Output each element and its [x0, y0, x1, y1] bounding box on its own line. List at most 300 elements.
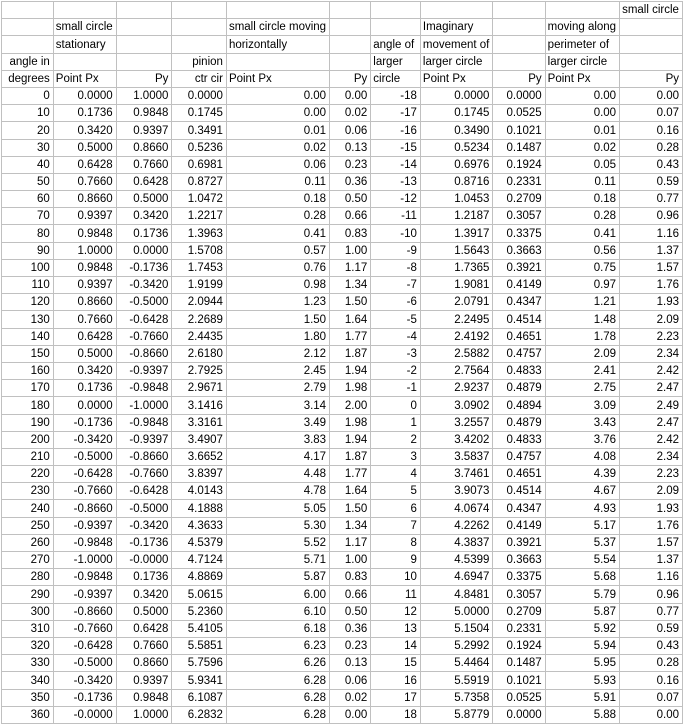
table-cell[interactable]: 5.30: [226, 517, 329, 534]
table-cell[interactable]: 4.17: [226, 448, 329, 465]
table-cell[interactable]: 0.1021: [493, 122, 545, 139]
table-cell[interactable]: 1.50: [330, 294, 371, 311]
table-cell[interactable]: 330: [2, 655, 54, 672]
table-cell[interactable]: 0.6981: [172, 156, 227, 173]
table-cell[interactable]: -0.9848: [53, 534, 116, 551]
table-cell[interactable]: 1.37: [620, 242, 683, 259]
table-cell[interactable]: -0.3420: [53, 672, 116, 689]
table-cell[interactable]: 340: [2, 672, 54, 689]
table-cell[interactable]: -0.5000: [53, 448, 116, 465]
table-cell[interactable]: -0.9848: [116, 414, 172, 431]
table-cell[interactable]: 1.16: [620, 225, 683, 242]
table-cell[interactable]: 12: [371, 603, 421, 620]
table-cell[interactable]: 0.36: [330, 620, 371, 637]
table-cell[interactable]: 0.9848: [116, 105, 172, 122]
table-cell[interactable]: -0.5000: [53, 655, 116, 672]
table-cell[interactable]: 80: [2, 225, 54, 242]
table-cell[interactable]: 0.97: [545, 277, 619, 294]
table-cell[interactable]: 2.45: [226, 362, 329, 379]
table-cell[interactable]: 0.00: [330, 706, 371, 723]
table-cell[interactable]: 0.6428: [53, 328, 116, 345]
table-cell[interactable]: 1.34: [330, 277, 371, 294]
table-cell[interactable]: 1.64: [330, 483, 371, 500]
table-cell[interactable]: 0.28: [226, 208, 329, 225]
table-cell[interactable]: 0.11: [226, 173, 329, 190]
table-cell[interactable]: 1.57: [620, 259, 683, 276]
table-cell[interactable]: 16: [371, 672, 421, 689]
table-cell[interactable]: 1.3917: [420, 225, 492, 242]
table-cell[interactable]: 3.76: [545, 431, 619, 448]
table-cell[interactable]: 0.8660: [53, 191, 116, 208]
header-cell[interactable]: [53, 2, 116, 19]
table-cell[interactable]: 5.2992: [420, 637, 492, 654]
table-cell[interactable]: 120: [2, 294, 54, 311]
table-cell[interactable]: 0.9397: [116, 122, 172, 139]
table-cell[interactable]: 0.4879: [493, 414, 545, 431]
table-cell[interactable]: -18: [371, 87, 421, 104]
table-cell[interactable]: 0.6428: [53, 156, 116, 173]
table-cell[interactable]: 0.3375: [493, 225, 545, 242]
table-cell[interactable]: 6.00: [226, 586, 329, 603]
header-cell[interactable]: Imaginary: [420, 19, 492, 36]
table-cell[interactable]: 1.50: [226, 311, 329, 328]
table-cell[interactable]: -6: [371, 294, 421, 311]
table-cell[interactable]: 5.5851: [172, 637, 227, 654]
table-cell[interactable]: 2.5882: [420, 345, 492, 362]
table-cell[interactable]: 1.94: [330, 431, 371, 448]
table-cell[interactable]: 0.3420: [53, 122, 116, 139]
table-cell[interactable]: -0.9397: [53, 586, 116, 603]
header-cell[interactable]: Py: [620, 70, 683, 87]
table-cell[interactable]: 0.9397: [53, 277, 116, 294]
table-cell[interactable]: 1.57: [620, 534, 683, 551]
table-cell[interactable]: 0.3663: [493, 242, 545, 259]
table-cell[interactable]: 0.36: [330, 173, 371, 190]
table-cell[interactable]: 5.87: [545, 603, 619, 620]
table-cell[interactable]: -10: [371, 225, 421, 242]
table-cell[interactable]: 2.09: [620, 483, 683, 500]
header-cell[interactable]: [116, 36, 172, 53]
header-cell[interactable]: [116, 19, 172, 36]
header-cell[interactable]: [116, 2, 172, 19]
table-cell[interactable]: 3.1416: [172, 397, 227, 414]
table-cell[interactable]: 4.2262: [420, 517, 492, 534]
table-cell[interactable]: 0.3420: [116, 586, 172, 603]
table-cell[interactable]: 1.16: [620, 569, 683, 586]
header-cell[interactable]: [620, 19, 683, 36]
table-cell[interactable]: 0.4651: [493, 466, 545, 483]
table-cell[interactable]: 60: [2, 191, 54, 208]
table-cell[interactable]: 70: [2, 208, 54, 225]
header-cell[interactable]: angle of: [371, 36, 421, 53]
table-cell[interactable]: -0.8660: [116, 448, 172, 465]
table-cell[interactable]: -17: [371, 105, 421, 122]
table-cell[interactable]: 0.4149: [493, 277, 545, 294]
table-cell[interactable]: 3.49: [226, 414, 329, 431]
table-cell[interactable]: 1.93: [620, 294, 683, 311]
table-cell[interactable]: 4.93: [545, 500, 619, 517]
header-cell[interactable]: larger: [371, 53, 421, 70]
header-cell[interactable]: ctr cir: [172, 70, 227, 87]
table-cell[interactable]: 290: [2, 586, 54, 603]
table-cell[interactable]: 0.02: [330, 105, 371, 122]
table-cell[interactable]: 1.5643: [420, 242, 492, 259]
header-cell[interactable]: [620, 36, 683, 53]
table-cell[interactable]: 0.7660: [116, 637, 172, 654]
table-cell[interactable]: 5.88: [545, 706, 619, 723]
table-cell[interactable]: 3.14: [226, 397, 329, 414]
header-cell[interactable]: angle in: [2, 53, 54, 70]
table-cell[interactable]: -14: [371, 156, 421, 173]
table-cell[interactable]: 0.9848: [53, 225, 116, 242]
table-cell[interactable]: -0.0000: [116, 552, 172, 569]
table-cell[interactable]: 180: [2, 397, 54, 414]
header-cell[interactable]: Point Px: [545, 70, 619, 87]
header-cell[interactable]: [493, 2, 545, 19]
table-cell[interactable]: -8: [371, 259, 421, 276]
table-cell[interactable]: 4.08: [545, 448, 619, 465]
table-cell[interactable]: 0: [371, 397, 421, 414]
header-cell[interactable]: perimeter of: [545, 36, 619, 53]
table-cell[interactable]: -0.8660: [116, 345, 172, 362]
table-cell[interactable]: 1.17: [330, 534, 371, 551]
table-cell[interactable]: 3.5837: [420, 448, 492, 465]
table-cell[interactable]: 0.7660: [53, 311, 116, 328]
table-cell[interactable]: 1: [371, 414, 421, 431]
table-cell[interactable]: 0.18: [545, 191, 619, 208]
header-cell[interactable]: small circle moving: [226, 19, 329, 36]
table-cell[interactable]: -15: [371, 139, 421, 156]
table-cell[interactable]: 0.6428: [116, 620, 172, 637]
table-cell[interactable]: 0.2709: [493, 603, 545, 620]
table-cell[interactable]: 1.0472: [172, 191, 227, 208]
table-cell[interactable]: 0.16: [620, 672, 683, 689]
table-cell[interactable]: 0.7660: [116, 156, 172, 173]
table-cell[interactable]: 5.9341: [172, 672, 227, 689]
table-cell[interactable]: 4.3633: [172, 517, 227, 534]
table-cell[interactable]: 0.77: [620, 191, 683, 208]
table-cell[interactable]: -0.6428: [116, 483, 172, 500]
table-cell[interactable]: 1.94: [330, 362, 371, 379]
table-cell[interactable]: 5.91: [545, 689, 619, 706]
header-cell[interactable]: [116, 53, 172, 70]
table-cell[interactable]: 2.12: [226, 345, 329, 362]
table-cell[interactable]: 2.00: [330, 397, 371, 414]
table-cell[interactable]: 0.0000: [493, 87, 545, 104]
header-cell[interactable]: [330, 2, 371, 19]
table-cell[interactable]: 5.0000: [420, 603, 492, 620]
table-cell[interactable]: 5.95: [545, 655, 619, 672]
table-cell[interactable]: 3.4202: [420, 431, 492, 448]
table-cell[interactable]: 0.1487: [493, 655, 545, 672]
table-cell[interactable]: 0.6976: [420, 156, 492, 173]
table-cell[interactable]: -11: [371, 208, 421, 225]
table-cell[interactable]: 3.09: [545, 397, 619, 414]
table-cell[interactable]: 0.2709: [493, 191, 545, 208]
table-cell[interactable]: 1.00: [330, 552, 371, 569]
table-cell[interactable]: 350: [2, 689, 54, 706]
table-cell[interactable]: 0.16: [620, 122, 683, 139]
header-cell[interactable]: [226, 2, 329, 19]
header-cell[interactable]: larger circle: [545, 53, 619, 70]
table-cell[interactable]: 2.09: [545, 345, 619, 362]
table-cell[interactable]: 1.64: [330, 311, 371, 328]
table-cell[interactable]: -5: [371, 311, 421, 328]
table-cell[interactable]: 5.52: [226, 534, 329, 551]
table-cell[interactable]: 0.57: [226, 242, 329, 259]
table-cell[interactable]: 0: [2, 87, 54, 104]
table-cell[interactable]: 5.2360: [172, 603, 227, 620]
header-cell[interactable]: stationary: [53, 36, 116, 53]
table-cell[interactable]: 6.26: [226, 655, 329, 672]
table-cell[interactable]: 2.9671: [172, 380, 227, 397]
table-cell[interactable]: 0.1745: [172, 105, 227, 122]
table-cell[interactable]: -0.3420: [53, 431, 116, 448]
table-cell[interactable]: 0.4347: [493, 294, 545, 311]
table-cell[interactable]: 1.80: [226, 328, 329, 345]
table-cell[interactable]: 5.94: [545, 637, 619, 654]
table-cell[interactable]: -0.5000: [116, 500, 172, 517]
table-cell[interactable]: 9: [371, 552, 421, 569]
table-cell[interactable]: 0.9397: [53, 208, 116, 225]
table-cell[interactable]: 4.48: [226, 466, 329, 483]
table-cell[interactable]: 0.1736: [116, 569, 172, 586]
table-cell[interactable]: 1.76: [620, 517, 683, 534]
table-cell[interactable]: -0.9397: [116, 362, 172, 379]
table-cell[interactable]: 0.0525: [493, 689, 545, 706]
header-cell[interactable]: horizontally: [226, 36, 329, 53]
table-cell[interactable]: 0.01: [226, 122, 329, 139]
header-cell[interactable]: movement of: [420, 36, 492, 53]
table-cell[interactable]: 220: [2, 466, 54, 483]
table-cell[interactable]: 0.00: [545, 105, 619, 122]
table-cell[interactable]: 13: [371, 620, 421, 637]
table-cell[interactable]: 0.83: [330, 225, 371, 242]
table-cell[interactable]: 0.5000: [116, 191, 172, 208]
table-cell[interactable]: 1.0453: [420, 191, 492, 208]
table-cell[interactable]: 5.0615: [172, 586, 227, 603]
table-cell[interactable]: 2.9237: [420, 380, 492, 397]
table-cell[interactable]: 0.4833: [493, 431, 545, 448]
table-cell[interactable]: 1.50: [330, 500, 371, 517]
table-cell[interactable]: 0.06: [330, 122, 371, 139]
table-cell[interactable]: 130: [2, 311, 54, 328]
table-cell[interactable]: 3.8397: [172, 466, 227, 483]
table-cell[interactable]: 0.9397: [116, 672, 172, 689]
header-cell[interactable]: Point Px: [53, 70, 116, 87]
header-cell[interactable]: [53, 53, 116, 70]
table-cell[interactable]: 0.1487: [493, 139, 545, 156]
table-cell[interactable]: 40: [2, 156, 54, 173]
table-cell[interactable]: 1.5708: [172, 242, 227, 259]
table-cell[interactable]: 2.79: [226, 380, 329, 397]
table-cell[interactable]: 0.4833: [493, 362, 545, 379]
table-cell[interactable]: 0.1924: [493, 156, 545, 173]
table-cell[interactable]: 1.3963: [172, 225, 227, 242]
table-cell[interactable]: 5.54: [545, 552, 619, 569]
table-cell[interactable]: 2.6180: [172, 345, 227, 362]
table-cell[interactable]: 5.4105: [172, 620, 227, 637]
table-cell[interactable]: 140: [2, 328, 54, 345]
table-cell[interactable]: 2.41: [545, 362, 619, 379]
table-cell[interactable]: 0.23: [330, 156, 371, 173]
table-cell[interactable]: -0.1736: [116, 534, 172, 551]
table-cell[interactable]: 1.98: [330, 380, 371, 397]
table-cell[interactable]: 0.8660: [116, 139, 172, 156]
header-cell[interactable]: Py: [116, 70, 172, 87]
table-cell[interactable]: 50: [2, 173, 54, 190]
table-cell[interactable]: -0.9848: [116, 380, 172, 397]
table-cell[interactable]: 0.1736: [116, 225, 172, 242]
header-cell[interactable]: small circle: [620, 2, 683, 19]
header-cell[interactable]: [493, 19, 545, 36]
table-cell[interactable]: 6.2832: [172, 706, 227, 723]
table-cell[interactable]: 1.7365: [420, 259, 492, 276]
table-cell[interactable]: 0.41: [226, 225, 329, 242]
table-cell[interactable]: 2.2689: [172, 311, 227, 328]
table-cell[interactable]: 1.9081: [420, 277, 492, 294]
table-cell[interactable]: 0.4894: [493, 397, 545, 414]
table-cell[interactable]: 0.4347: [493, 500, 545, 517]
table-cell[interactable]: 0.66: [330, 586, 371, 603]
table-cell[interactable]: 5.5919: [420, 672, 492, 689]
table-cell[interactable]: 1.77: [330, 328, 371, 345]
table-cell[interactable]: 0.05: [545, 156, 619, 173]
table-cell[interactable]: 0.43: [620, 637, 683, 654]
table-cell[interactable]: 3.2557: [420, 414, 492, 431]
table-cell[interactable]: 0.98: [226, 277, 329, 294]
table-cell[interactable]: 2.34: [620, 448, 683, 465]
table-cell[interactable]: -12: [371, 191, 421, 208]
table-cell[interactable]: 5.1504: [420, 620, 492, 637]
table-cell[interactable]: 1.0000: [116, 706, 172, 723]
table-cell[interactable]: 110: [2, 277, 54, 294]
table-cell[interactable]: 1.34: [330, 517, 371, 534]
table-cell[interactable]: 90: [2, 242, 54, 259]
table-cell[interactable]: -0.6428: [116, 311, 172, 328]
table-cell[interactable]: 6.23: [226, 637, 329, 654]
table-cell[interactable]: 150: [2, 345, 54, 362]
table-cell[interactable]: 5: [371, 483, 421, 500]
table-cell[interactable]: 3.7461: [420, 466, 492, 483]
table-cell[interactable]: 2.47: [620, 380, 683, 397]
table-cell[interactable]: -0.0000: [53, 706, 116, 723]
table-cell[interactable]: 0.2331: [493, 173, 545, 190]
table-cell[interactable]: 0.8660: [116, 655, 172, 672]
header-cell[interactable]: [545, 2, 619, 19]
table-cell[interactable]: 5.37: [545, 534, 619, 551]
table-cell[interactable]: 2.23: [620, 328, 683, 345]
table-cell[interactable]: 0.0000: [493, 706, 545, 723]
table-cell[interactable]: 3.6652: [172, 448, 227, 465]
header-cell[interactable]: larger circle: [420, 53, 492, 70]
table-cell[interactable]: -0.6428: [53, 466, 116, 483]
table-cell[interactable]: 1.0000: [53, 242, 116, 259]
table-cell[interactable]: 4.8481: [420, 586, 492, 603]
header-cell[interactable]: [172, 36, 227, 53]
table-cell[interactable]: 30: [2, 139, 54, 156]
header-cell[interactable]: Point Px: [420, 70, 492, 87]
table-cell[interactable]: 2.7564: [420, 362, 492, 379]
table-cell[interactable]: 1.0000: [116, 87, 172, 104]
table-cell[interactable]: -0.9397: [116, 431, 172, 448]
table-cell[interactable]: 1.2187: [420, 208, 492, 225]
table-cell[interactable]: 0.3491: [172, 122, 227, 139]
table-cell[interactable]: -0.7660: [116, 328, 172, 345]
table-cell[interactable]: 5.93: [545, 672, 619, 689]
table-cell[interactable]: 10: [371, 569, 421, 586]
table-cell[interactable]: 4.39: [545, 466, 619, 483]
table-cell[interactable]: 1.9199: [172, 277, 227, 294]
table-cell[interactable]: 0.3420: [53, 362, 116, 379]
table-cell[interactable]: 6.28: [226, 672, 329, 689]
table-cell[interactable]: 0.4757: [493, 448, 545, 465]
table-cell[interactable]: 0.3921: [493, 259, 545, 276]
header-cell[interactable]: [330, 36, 371, 53]
header-cell[interactable]: [2, 36, 54, 53]
table-cell[interactable]: 0.76: [226, 259, 329, 276]
table-cell[interactable]: 7: [371, 517, 421, 534]
table-cell[interactable]: 100: [2, 259, 54, 276]
table-cell[interactable]: 0.59: [620, 173, 683, 190]
table-cell[interactable]: 0.0525: [493, 105, 545, 122]
table-cell[interactable]: 4.0674: [420, 500, 492, 517]
table-cell[interactable]: 1.2217: [172, 208, 227, 225]
header-cell[interactable]: small circle: [53, 19, 116, 36]
table-cell[interactable]: 2.49: [620, 397, 683, 414]
table-cell[interactable]: 300: [2, 603, 54, 620]
table-cell[interactable]: 5.7596: [172, 655, 227, 672]
table-cell[interactable]: 3: [371, 448, 421, 465]
table-cell[interactable]: 0.4514: [493, 311, 545, 328]
table-cell[interactable]: 0.28: [545, 208, 619, 225]
table-cell[interactable]: 5.68: [545, 569, 619, 586]
table-cell[interactable]: 6.28: [226, 706, 329, 723]
table-cell[interactable]: 10: [2, 105, 54, 122]
table-cell[interactable]: 1.93: [620, 500, 683, 517]
header-cell[interactable]: [2, 2, 54, 19]
table-cell[interactable]: 0.3420: [116, 208, 172, 225]
table-cell[interactable]: 0.00: [545, 87, 619, 104]
table-cell[interactable]: 0.9848: [116, 689, 172, 706]
table-cell[interactable]: 0.4514: [493, 483, 545, 500]
table-cell[interactable]: 1.87: [330, 448, 371, 465]
table-cell[interactable]: 0.02: [226, 139, 329, 156]
header-cell[interactable]: [620, 53, 683, 70]
table-cell[interactable]: 0.8660: [53, 294, 116, 311]
table-cell[interactable]: 0.3921: [493, 534, 545, 551]
table-cell[interactable]: -0.7660: [116, 466, 172, 483]
table-cell[interactable]: 0.13: [330, 139, 371, 156]
table-cell[interactable]: 4: [371, 466, 421, 483]
table-cell[interactable]: 0.4651: [493, 328, 545, 345]
table-cell[interactable]: -0.9848: [53, 569, 116, 586]
table-cell[interactable]: 0.59: [620, 620, 683, 637]
table-cell[interactable]: 0.6428: [116, 173, 172, 190]
table-cell[interactable]: 0.00: [226, 105, 329, 122]
table-cell[interactable]: 2.09: [620, 311, 683, 328]
table-cell[interactable]: 2.4192: [420, 328, 492, 345]
table-cell[interactable]: 230: [2, 483, 54, 500]
table-cell[interactable]: 0.06: [226, 156, 329, 173]
table-cell[interactable]: -1.0000: [53, 552, 116, 569]
table-cell[interactable]: 0.13: [330, 655, 371, 672]
table-cell[interactable]: 1.48: [545, 311, 619, 328]
table-cell[interactable]: 0.96: [620, 208, 683, 225]
table-cell[interactable]: 0.02: [545, 139, 619, 156]
table-cell[interactable]: 0.5234: [420, 139, 492, 156]
table-cell[interactable]: 1.98: [330, 414, 371, 431]
